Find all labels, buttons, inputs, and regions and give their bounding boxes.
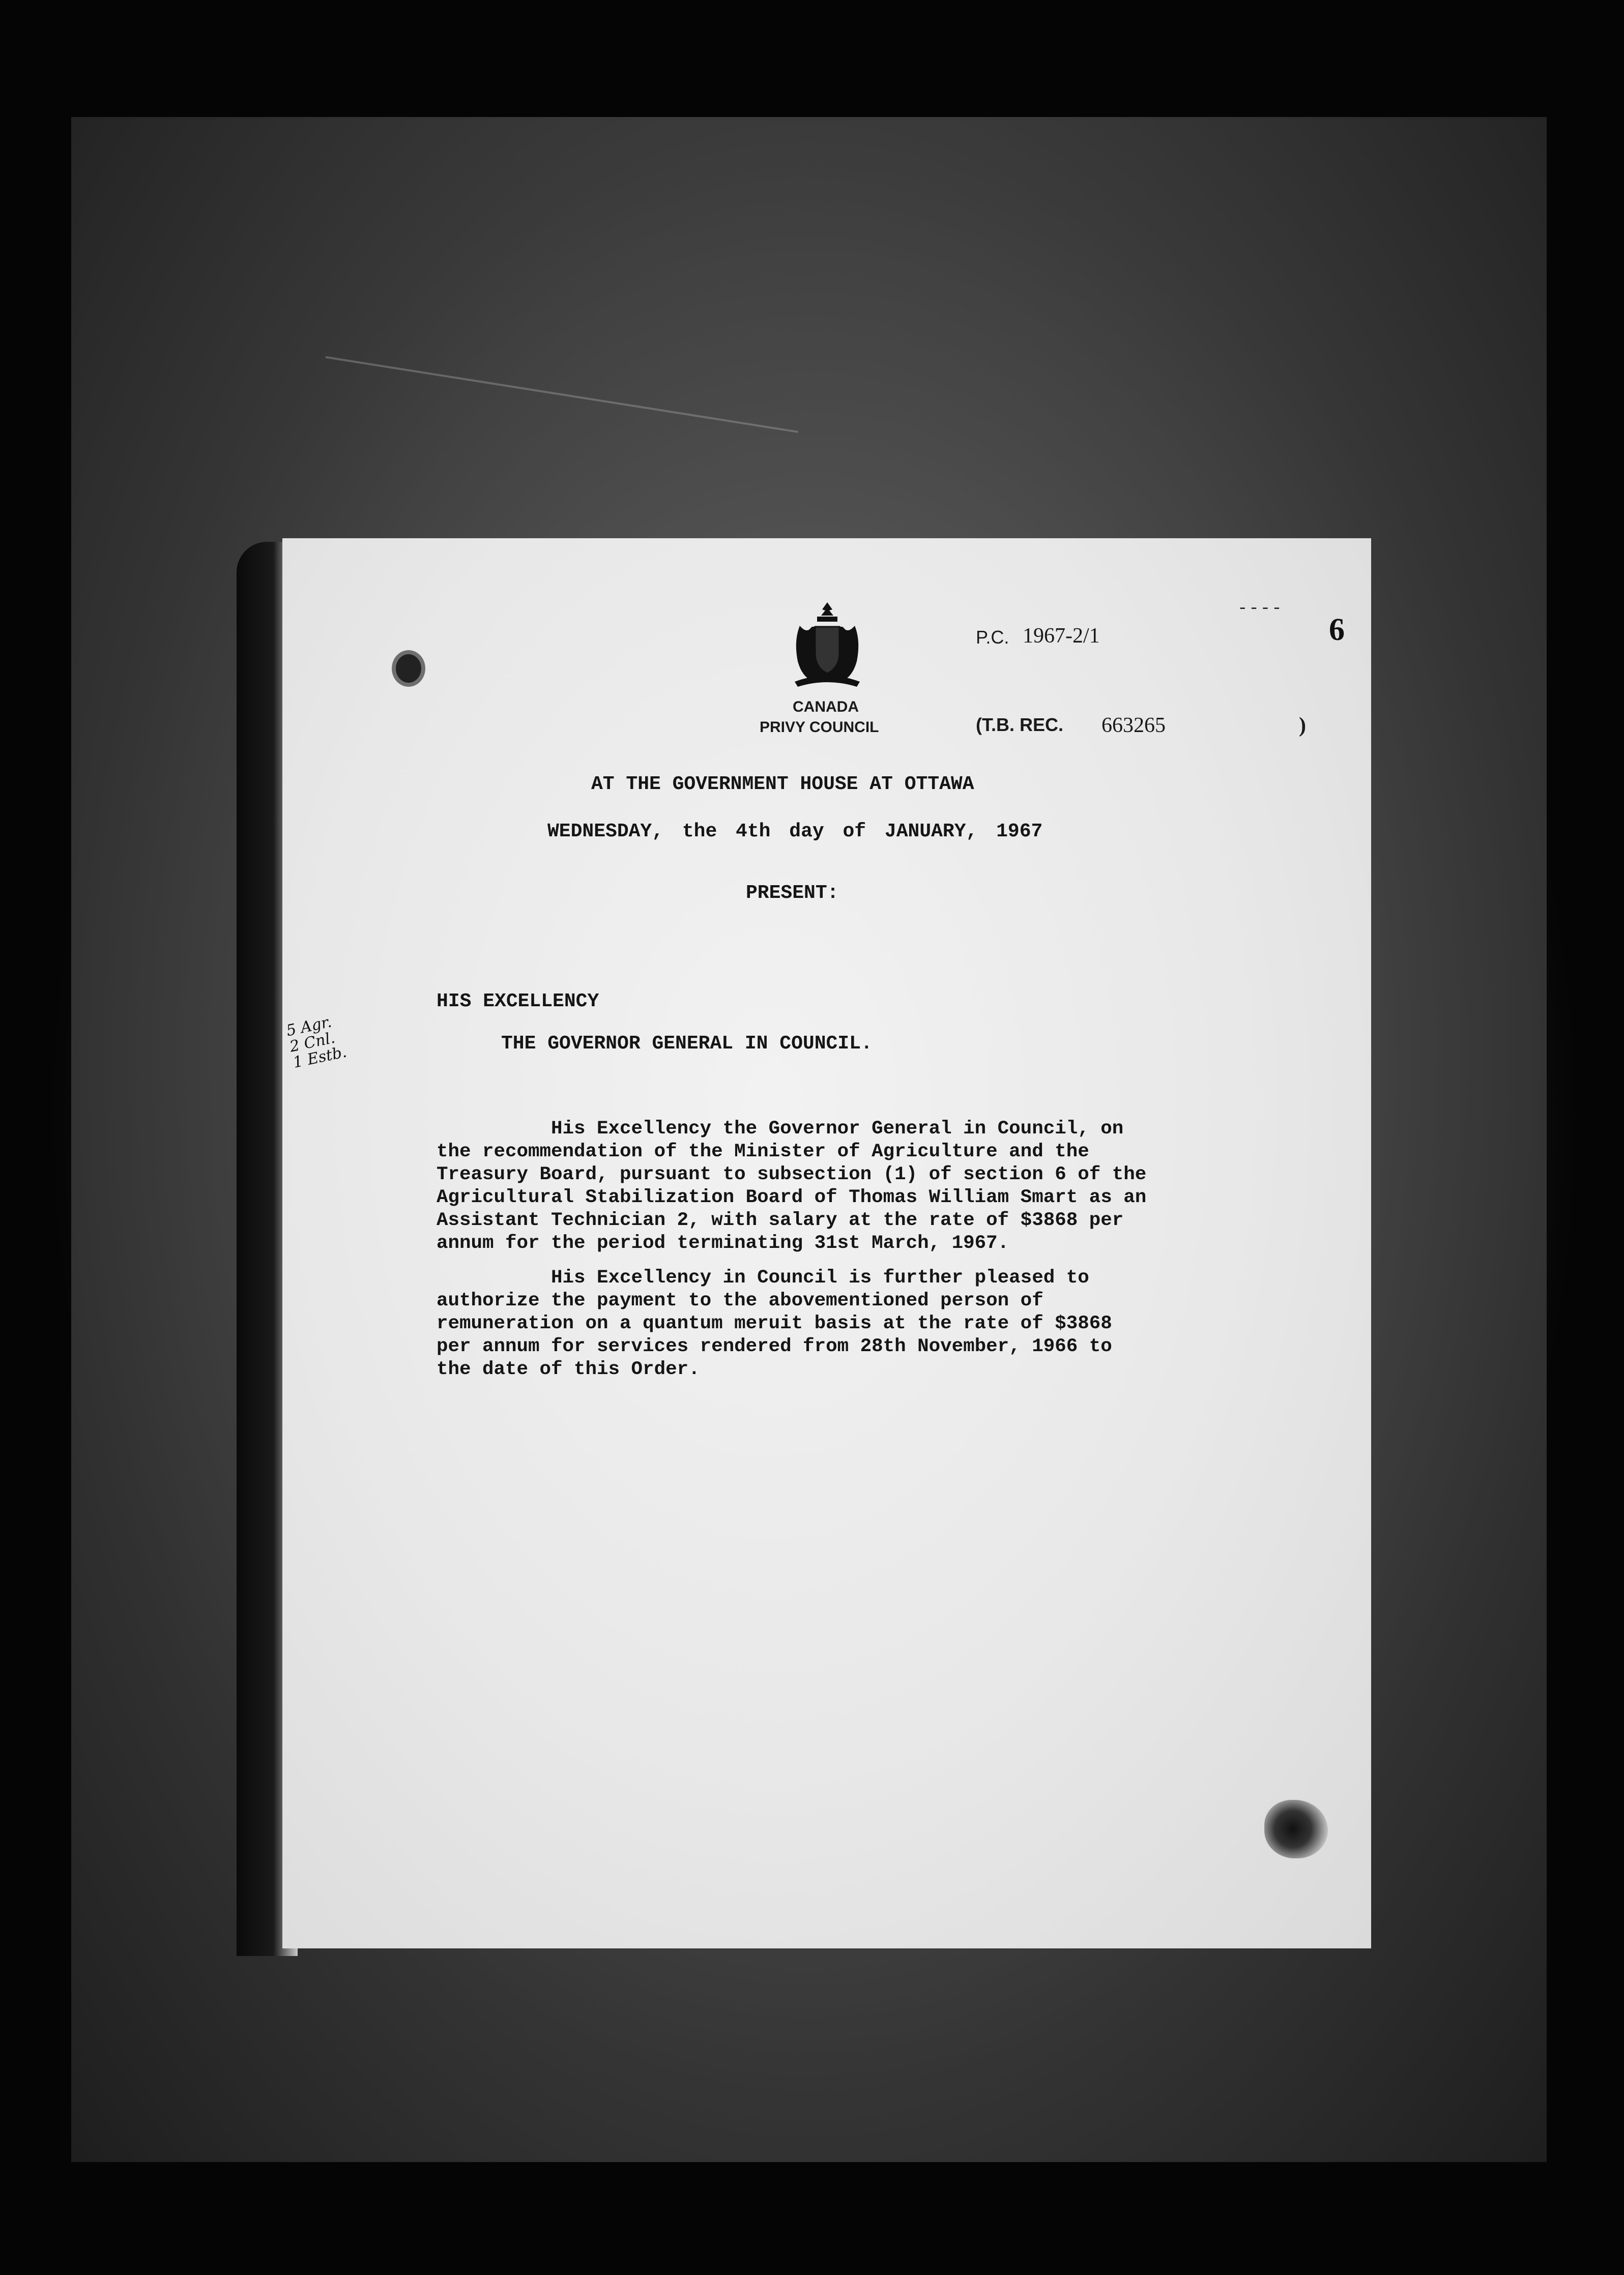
salutation-line-1: HIS EXCELLENCY (437, 990, 599, 1012)
body-paragraph-1: His Excellency the Governor General in Council, on the recommendation of the Minister of Agriculture and the Treasury Board, pursuant to subsection (1) of section 6 of the Agricultural Stabilization Board of Thomas William Smart as an Assistant Technician 2, with salary at the rate of $3868 per annum for the period terminating 31st March, 1967. (437, 1118, 1147, 1254)
canada-coat-of-arms-icon (790, 600, 865, 689)
salutation-line-2: THE GOVERNOR GENERAL IN COUNCIL. (501, 1033, 873, 1055)
ink-stain (1264, 1800, 1328, 1858)
body-paragraph-2: His Excellency in Council is further pleased to authorize the payment to the abovementioned person of remuneration on a quantum meruit basis at the rate of $3868 per annum for services rendered from 28th November, 1966 to the date of this Order. (437, 1267, 1112, 1380)
tb-rec-label: (T.B. REC. (976, 714, 1064, 735)
tb-rec-number: 663265 (1101, 714, 1166, 737)
pc-number: 1967-2/1 (1023, 624, 1100, 648)
privy-council-label: PRIVY COUNCIL (760, 719, 879, 736)
present-heading: PRESENT: (746, 882, 839, 904)
date-line: WEDNESDAY, the 4th day of JANUARY, 1967 (547, 821, 1043, 842)
tb-rec-close-paren: ) (1299, 714, 1306, 737)
pc-label: P.C. (976, 627, 1009, 648)
page-number: 6 (1329, 612, 1345, 647)
handwritten-margin-note: 5 Agr. 2 Cnl. 1 Estb. (284, 1013, 349, 1072)
dash-mark: ---- (1237, 599, 1283, 619)
place-line: AT THE GOVERNMENT HOUSE AT OTTAWA (591, 773, 974, 795)
punch-hole (392, 650, 425, 687)
country-label: CANADA (793, 698, 859, 715)
